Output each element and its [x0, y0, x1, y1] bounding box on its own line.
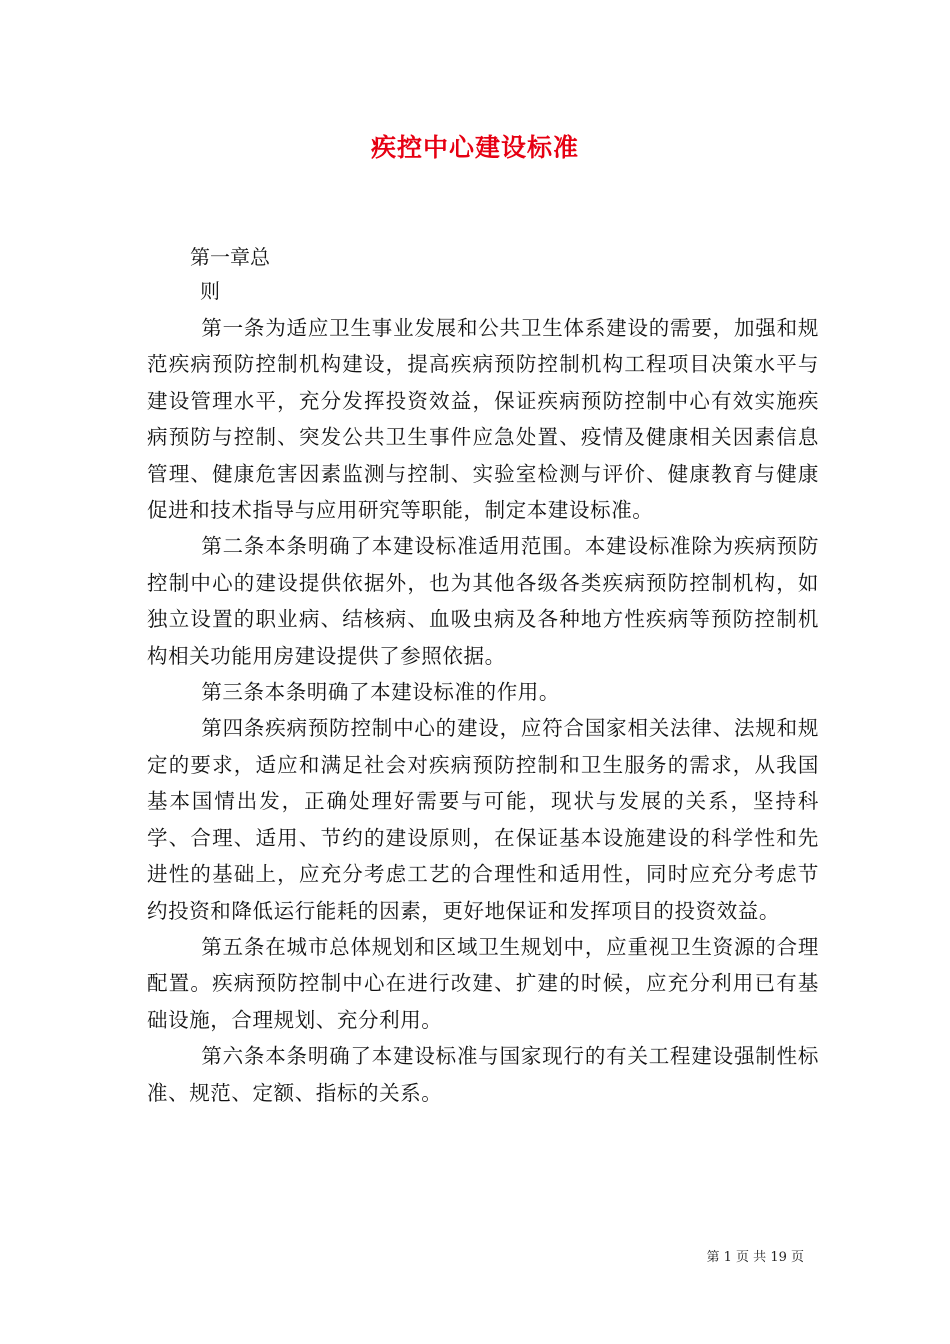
article-2: 第二条本条明确了本建设标准适用范围。本建设标准除为疾病预防控制中心的建设提供依据外，也为其他各级各类疾病预防控制机构，如独立设置的职业病、结核病、血吸虫病及各种地方性疾病等预防控制机构相关功能用房建设提供了参照依据。: [147, 534, 819, 668]
article-4: 第四条疾病预防控制中心的建设，应符合国家相关法律、法规和规定的要求，适应和满足社会对疾病预防控制和卫生服务的需求，从我国基本国情出发，正确处理好需要与可能，现状与发展的关系，坚持科学、合理、适用、节约的建设原则，在保证基本设施建设的科学性和先进性的基础上，应充分考虑工艺的合理性和适用性，同时应充分考虑节约投资和降低运行能耗的因素，更好地保证和发挥项目的投资效益。: [147, 716, 819, 923]
article-5: 第五条在城市总体规划和区域卫生规划中，应重视卫生资源的合理配置。疾病预防控制中心在进行改建、扩建的时候，应充分利用已有基础设施，合理规划、充分利用。: [147, 934, 819, 1032]
article-6: 第六条本条明确了本建设标准与国家现行的有关工程建设强制性标准、规范、定额、指标的关系。: [147, 1044, 819, 1105]
document-title: 疾控中心建设标准: [370, 133, 579, 162]
chapter-heading-continued: 则: [200, 279, 220, 303]
chapter-heading: 第一章总: [190, 245, 270, 269]
article-3: 第三条本条明确了本建设标准的作用。: [201, 680, 561, 705]
page-number-footer: 第 1 页 共 19 页: [706, 1250, 804, 1265]
document-body: [147, 310, 819, 1111]
article-1: 第一条为适应卫生事业发展和公共卫生体系建设的需要，加强和规范疾病预防控制机构建设，提高疾病预防控制机构工程项目决策水平与建设管理水平，充分发挥投资效益，保证疾病预防控制中心有效实施疾病预防与控制、突发公共卫生事件应急处置、疫情及健康相关因素信息管理、健康危害因素监测与控制、实验室检测与评价、健康教育与健康促进和技术指导与应用研究等职能，制定本建设标准。: [147, 316, 819, 523]
